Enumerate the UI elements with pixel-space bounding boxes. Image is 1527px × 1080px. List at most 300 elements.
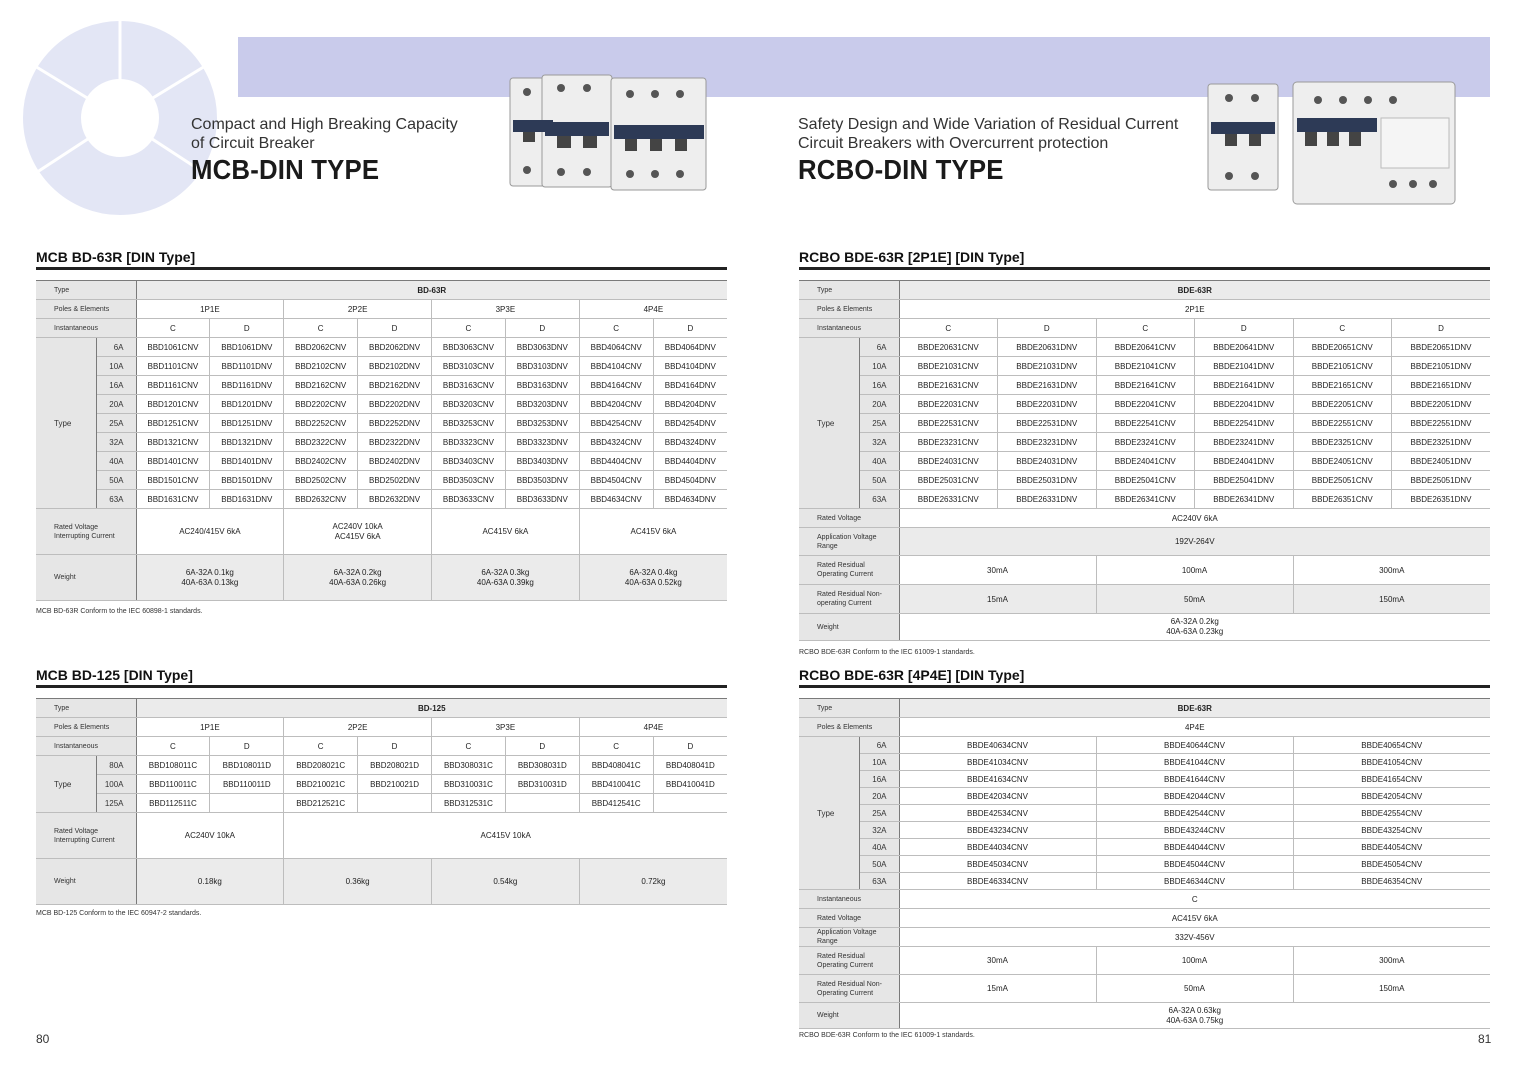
- model-number-cell: BBD210021C: [284, 775, 358, 794]
- model-number-cell: BBD4504CNV: [579, 471, 653, 490]
- model-number-cell: BBD4164DNV: [653, 376, 727, 395]
- model-number-cell: BBDE41044CNV: [1096, 754, 1293, 771]
- model-number-cell: BBD2252CNV: [284, 414, 358, 433]
- table-row: [36, 338, 727, 357]
- row-label: Weight: [799, 1003, 899, 1029]
- model-number-cell: BBDE20631DNV: [998, 338, 1097, 357]
- inst-cell: D: [358, 737, 432, 756]
- table-row: [36, 794, 727, 813]
- table-row: [799, 805, 1490, 822]
- model-number-cell: BBDE41644CNV: [1096, 771, 1293, 788]
- model-number-cell: BBD112511C: [136, 794, 210, 813]
- model-number-cell: BBD1401CNV: [136, 452, 210, 471]
- model-number-cell: BBDE20641CNV: [1096, 338, 1195, 357]
- model-number-cell: BBDE24051CNV: [1293, 452, 1392, 471]
- model-number-cell: BBD1251DNV: [210, 414, 284, 433]
- decorative-ring: [25, 0, 215, 186]
- model-number-cell: BBD1631DNV: [210, 490, 284, 509]
- table-row: [36, 775, 727, 794]
- model-number-cell: BBD2162DNV: [358, 376, 432, 395]
- model-number-cell: BBD2322CNV: [284, 433, 358, 452]
- model-number-cell: BBDE41654CNV: [1293, 771, 1490, 788]
- table-row: [36, 718, 727, 737]
- table-row: [799, 718, 1490, 737]
- inst-cell: C: [136, 737, 210, 756]
- model-number-cell: BBDE24041CNV: [1096, 452, 1195, 471]
- inst-cell: C: [899, 890, 1490, 909]
- table-row: [799, 471, 1490, 490]
- model-number-cell: BBDE40654CNV: [1293, 737, 1490, 754]
- model-number-cell: BBDE42534CNV: [899, 805, 1096, 822]
- row-label: Instantaneous: [36, 737, 136, 756]
- model-number-cell: BBD4204CNV: [579, 395, 653, 414]
- model-number-cell: BBDE41034CNV: [899, 754, 1096, 771]
- table-row: [36, 859, 727, 905]
- model-number-cell: BBD1061DNV: [210, 338, 284, 357]
- amperage-label: 16A: [96, 376, 136, 395]
- amperage-label: 6A: [96, 338, 136, 357]
- model-number-cell: BBDE23231DNV: [998, 433, 1097, 452]
- model-number-cell: BBD1501CNV: [136, 471, 210, 490]
- model-number-cell: BBD408041C: [579, 756, 653, 775]
- amperage-label: 20A: [859, 395, 899, 414]
- poles-cell: 4P4E: [579, 718, 727, 737]
- model-number-cell: BBD3063DNV: [505, 338, 579, 357]
- model-number-cell: BBDE22551CNV: [1293, 414, 1392, 433]
- model-number-cell: BBDE22541CNV: [1096, 414, 1195, 433]
- model-number-cell: BBD3503CNV: [432, 471, 506, 490]
- table-row: [36, 395, 727, 414]
- model-number-cell: BBD410041D: [653, 775, 727, 794]
- table-row: [36, 376, 727, 395]
- model-number-cell: BBD3253DNV: [505, 414, 579, 433]
- weight-cell: 0.54kg: [432, 859, 580, 905]
- rated-cell: AC415V 6kA: [432, 509, 580, 555]
- table-row: [799, 556, 1490, 585]
- model-number-cell: BBD2502CNV: [284, 471, 358, 490]
- amperage-label: 63A: [859, 873, 899, 890]
- model-number-cell: BBD1321CNV: [136, 433, 210, 452]
- bd125-section-title: MCB BD-125 [DIN Type]: [36, 667, 193, 683]
- model-number-cell: BBDE23251CNV: [1293, 433, 1392, 452]
- row-label: Rated Voltage: [799, 909, 899, 928]
- model-number-cell: BBDE26331DNV: [998, 490, 1097, 509]
- model-number-cell: BBD2402CNV: [284, 452, 358, 471]
- model-number-cell: BBD3633CNV: [432, 490, 506, 509]
- model-number-cell: BBD2162CNV: [284, 376, 358, 395]
- inst-cell: D: [653, 737, 727, 756]
- type-value: BDE-63R: [899, 281, 1490, 300]
- model-number-cell: BBDE21631DNV: [998, 376, 1097, 395]
- amperage-label: 20A: [96, 395, 136, 414]
- model-number-cell: BBDE21651CNV: [1293, 376, 1392, 395]
- table-row: [799, 909, 1490, 928]
- model-number-cell: BBD212521C: [284, 794, 358, 813]
- model-number-cell: BBD2632DNV: [358, 490, 432, 509]
- inst-cell: C: [1293, 319, 1392, 338]
- model-number-cell: BBD4324CNV: [579, 433, 653, 452]
- table-row: [799, 414, 1490, 433]
- model-number-cell: BBD4324DNV: [653, 433, 727, 452]
- model-number-cell: BBD4404DNV: [653, 452, 727, 471]
- op-current-cell: 100mA: [1096, 947, 1293, 975]
- model-number-cell: BBDE44044CNV: [1096, 839, 1293, 856]
- table-row: [799, 975, 1490, 1003]
- rcbo-4p4e-standard-note: RCBO BDE-63R Conform to the IEC 61009-1 standards.: [799, 1032, 975, 1039]
- model-number-cell: BBDE21051CNV: [1293, 357, 1392, 376]
- model-number-cell: BBDE24051DNV: [1392, 452, 1491, 471]
- type-value: BDE-63R: [899, 699, 1490, 718]
- model-number-cell: BBDE22541DNV: [1195, 414, 1294, 433]
- model-number-cell: BBD3163DNV: [505, 376, 579, 395]
- model-number-cell: BBDE21651DNV: [1392, 376, 1491, 395]
- amperage-label: 100A: [96, 775, 136, 794]
- table-row: [36, 813, 727, 859]
- inst-cell: C: [1096, 319, 1195, 338]
- table-row: [36, 555, 727, 601]
- model-number-cell: BBD3063CNV: [432, 338, 506, 357]
- rated-cell: AC415V 6kA: [579, 509, 727, 555]
- inst-cell: D: [653, 319, 727, 338]
- model-number-cell: BBD2102DNV: [358, 357, 432, 376]
- inst-cell: D: [505, 737, 579, 756]
- model-number-cell: BBDE22041CNV: [1096, 395, 1195, 414]
- row-label: Poles & Elements: [799, 300, 899, 319]
- model-number-cell: BBD1251CNV: [136, 414, 210, 433]
- model-number-cell: BBD2202CNV: [284, 395, 358, 414]
- table-row: [36, 699, 727, 718]
- model-number-cell: BBD1061CNV: [136, 338, 210, 357]
- table-row: [36, 509, 727, 555]
- inst-cell: D: [210, 319, 284, 338]
- model-number-cell: BBDE21051DNV: [1392, 357, 1491, 376]
- model-number-cell: BBD4254CNV: [579, 414, 653, 433]
- weight-cell: 0.18kg: [136, 859, 284, 905]
- amperage-label: 32A: [96, 433, 136, 452]
- amperage-label: 25A: [859, 805, 899, 822]
- row-label: Weight: [36, 859, 136, 905]
- table-row: [799, 856, 1490, 873]
- nonop-current-cell: 150mA: [1293, 585, 1490, 614]
- model-rows: [799, 338, 1490, 509]
- model-number-cell: BBD1161DNV: [210, 376, 284, 395]
- model-number-cell: BBDE21641DNV: [1195, 376, 1294, 395]
- mcb-subtitle-line2: of Circuit Breaker: [191, 135, 315, 152]
- type-value: BD-63R: [136, 281, 727, 300]
- poles-cell: 1P1E: [136, 300, 284, 319]
- nonop-current-cell: 50mA: [1096, 975, 1293, 1003]
- model-number-cell: BBDE26351DNV: [1392, 490, 1491, 509]
- table-row: [799, 771, 1490, 788]
- mcb-product-photo: [505, 70, 715, 195]
- model-number-cell: BBD4104DNV: [653, 357, 727, 376]
- table-row: [799, 614, 1490, 641]
- model-number-cell: BBDE24031CNV: [899, 452, 998, 471]
- model-number-cell: BBD1161CNV: [136, 376, 210, 395]
- table-row: [799, 281, 1490, 300]
- model-number-cell: BBD412541C: [579, 794, 653, 813]
- model-number-cell: BBDE43254CNV: [1293, 822, 1490, 839]
- table-row: [799, 839, 1490, 856]
- rcbo-4p4e-spec-table: [799, 698, 1490, 1029]
- rated-cell: AC240/415V 6kA: [136, 509, 284, 555]
- row-label: Poles & Elements: [799, 718, 899, 737]
- model-number-cell: BBD4064DNV: [653, 338, 727, 357]
- weight-cell: 0.72kg: [579, 859, 727, 905]
- model-number-cell: BBD3403DNV: [505, 452, 579, 471]
- inst-cell: D: [505, 319, 579, 338]
- bd63r-spec-table: [36, 280, 727, 601]
- poles-cell: 2P1E: [899, 300, 1490, 319]
- model-number-cell: BBDE22041DNV: [1195, 395, 1294, 414]
- op-current-cell: 300mA: [1293, 556, 1490, 585]
- table-row: [799, 890, 1490, 909]
- rcbo-product-photo: [1203, 78, 1463, 208]
- model-number-cell: BBD1101DNV: [210, 357, 284, 376]
- model-number-cell: BBDE45034CNV: [899, 856, 1096, 873]
- model-number-cell: BBDE24031DNV: [998, 452, 1097, 471]
- model-number-cell: BBDE23241CNV: [1096, 433, 1195, 452]
- model-number-cell: BBDE43234CNV: [899, 822, 1096, 839]
- model-number-cell: BBD3103CNV: [432, 357, 506, 376]
- model-number-cell: BBD1201DNV: [210, 395, 284, 414]
- amperage-label: 50A: [859, 471, 899, 490]
- model-number-cell: BBD4204DNV: [653, 395, 727, 414]
- model-number-cell: BBDE25031CNV: [899, 471, 998, 490]
- amperage-label: 32A: [859, 822, 899, 839]
- table-row: [799, 788, 1490, 805]
- amperage-label: 20A: [859, 788, 899, 805]
- model-number-cell: BBD3503DNV: [505, 471, 579, 490]
- amperage-label: 80A: [96, 756, 136, 775]
- model-number-cell: [653, 794, 727, 813]
- mcb-page-title: MCB-DIN TYPE: [191, 154, 380, 185]
- model-number-cell: BBD2062CNV: [284, 338, 358, 357]
- table-row: [36, 452, 727, 471]
- model-number-cell: BBD3323DNV: [505, 433, 579, 452]
- row-label: Type: [799, 699, 899, 718]
- amperage-label: 50A: [859, 856, 899, 873]
- model-number-cell: BBDE25041CNV: [1096, 471, 1195, 490]
- inst-cell: C: [899, 319, 998, 338]
- row-label: Type: [36, 281, 136, 300]
- model-number-cell: BBDE24041DNV: [1195, 452, 1294, 471]
- rated-voltage-cell: AC240V 6kA: [899, 509, 1490, 528]
- model-number-cell: BBD4634DNV: [653, 490, 727, 509]
- rcbo-2p1e-standard-note: RCBO BDE-63R Conform to the IEC 61009-1 standards.: [799, 649, 975, 656]
- model-number-cell: BBD310031C: [432, 775, 506, 794]
- table-row: [799, 376, 1490, 395]
- bd125-spec-table: [36, 698, 727, 905]
- model-number-cell: BBD1101CNV: [136, 357, 210, 376]
- rcbo-4p4e-section-title: RCBO BDE-63R [4P4E] [DIN Type]: [799, 667, 1025, 683]
- row-label: Weight: [36, 555, 136, 601]
- table-row: [799, 1003, 1490, 1029]
- table-row: [799, 319, 1490, 338]
- rated-voltage-cell: AC415V 6kA: [899, 909, 1490, 928]
- bd125-standard-note: MCB BD-125 Conform to the IEC 60947-2 standards.: [36, 910, 202, 917]
- bd63r-standard-note: MCB BD-63R Conform to the IEC 60898-1 standards.: [36, 608, 203, 615]
- model-number-cell: BBD308031C: [432, 756, 506, 775]
- model-number-cell: BBD1201CNV: [136, 395, 210, 414]
- model-number-cell: BBD3203DNV: [505, 395, 579, 414]
- row-label: Poles & Elements: [36, 718, 136, 737]
- amperage-label: 63A: [96, 490, 136, 509]
- model-number-cell: BBD4404CNV: [579, 452, 653, 471]
- table-row: [36, 490, 727, 509]
- poles-cell: 4P4E: [579, 300, 727, 319]
- bd125-title-rule: [36, 685, 727, 688]
- model-number-cell: BBD3253CNV: [432, 414, 506, 433]
- amperage-label: 50A: [96, 471, 136, 490]
- model-number-cell: [358, 794, 432, 813]
- model-number-cell: BBDE46354CNV: [1293, 873, 1490, 890]
- amperage-label: 63A: [859, 490, 899, 509]
- table-row: [799, 737, 1490, 754]
- model-number-cell: BBDE20641DNV: [1195, 338, 1294, 357]
- model-number-cell: BBDE25041DNV: [1195, 471, 1294, 490]
- model-rows: [799, 737, 1490, 890]
- table-row: [799, 754, 1490, 771]
- inst-cell: C: [284, 319, 358, 338]
- table-row: [799, 528, 1490, 556]
- model-number-cell: BBDE25031DNV: [998, 471, 1097, 490]
- model-number-cell: BBD4164CNV: [579, 376, 653, 395]
- model-number-cell: BBD2202DNV: [358, 395, 432, 414]
- model-rows: [36, 338, 727, 509]
- model-number-cell: BBD2502DNV: [358, 471, 432, 490]
- table-row: [799, 699, 1490, 718]
- model-number-cell: BBDE22551DNV: [1392, 414, 1491, 433]
- table-row: [799, 947, 1490, 975]
- model-number-cell: BBD3163CNV: [432, 376, 506, 395]
- model-number-cell: BBDE21031DNV: [998, 357, 1097, 376]
- model-number-cell: BBDE41634CNV: [899, 771, 1096, 788]
- amperage-label: 40A: [859, 452, 899, 471]
- model-number-cell: BBD410041C: [579, 775, 653, 794]
- model-number-cell: BBD3203CNV: [432, 395, 506, 414]
- table-row: [799, 490, 1490, 509]
- model-number-cell: BBD4504DNV: [653, 471, 727, 490]
- table-row: [36, 471, 727, 490]
- model-number-cell: BBDE20651DNV: [1392, 338, 1491, 357]
- model-number-cell: BBD2252DNV: [358, 414, 432, 433]
- table-row: [799, 822, 1490, 839]
- weight-cell: 6A-32A 0.1kg 40A-63A 0.13kg: [136, 555, 284, 601]
- table-row: [36, 357, 727, 376]
- model-number-cell: BBDE21031CNV: [899, 357, 998, 376]
- table-row: [36, 756, 727, 775]
- model-number-cell: BBD408041D: [653, 756, 727, 775]
- model-number-cell: BBD108011C: [136, 756, 210, 775]
- amperage-label: 125A: [96, 794, 136, 813]
- weight-cell: 6A-32A 0.3kg 40A-63A 0.39kg: [432, 555, 580, 601]
- op-current-cell: 30mA: [899, 556, 1096, 585]
- model-number-cell: BBDE42544CNV: [1096, 805, 1293, 822]
- rcbo-2p1e-spec-table: [799, 280, 1490, 641]
- model-number-cell: BBDE46344CNV: [1096, 873, 1293, 890]
- model-number-cell: BBD110011C: [136, 775, 210, 794]
- amperage-label: 6A: [859, 338, 899, 357]
- model-number-cell: BBD1501DNV: [210, 471, 284, 490]
- model-number-cell: BBDE44034CNV: [899, 839, 1096, 856]
- model-number-cell: BBDE26331CNV: [899, 490, 998, 509]
- row-label: Instantaneous: [799, 319, 899, 338]
- amperage-label: 40A: [859, 839, 899, 856]
- row-label: Rated Residual Non-Operating Current: [799, 975, 899, 1003]
- model-number-cell: BBD2632CNV: [284, 490, 358, 509]
- model-number-cell: BBDE22051DNV: [1392, 395, 1491, 414]
- poles-cell: 4P4E: [899, 718, 1490, 737]
- model-number-cell: BBDE41054CNV: [1293, 754, 1490, 771]
- table-row: [799, 585, 1490, 614]
- row-label: Instantaneous: [799, 890, 899, 909]
- table-row: [799, 338, 1490, 357]
- rated-cell: AC240V 10kA AC415V 6kA: [284, 509, 432, 555]
- row-label: Type: [36, 699, 136, 718]
- table-row: [799, 928, 1490, 947]
- table-row: [799, 357, 1490, 376]
- poles-cell: 2P2E: [284, 300, 432, 319]
- row-label: Instantaneous: [36, 319, 136, 338]
- table-row: [36, 319, 727, 338]
- model-number-cell: BBD1401DNV: [210, 452, 284, 471]
- model-number-cell: BBD108011D: [210, 756, 284, 775]
- model-number-cell: BBDE25051CNV: [1293, 471, 1392, 490]
- row-label: Rated Residual Non-operating Current: [799, 585, 899, 614]
- nonop-current-cell: 15mA: [899, 975, 1096, 1003]
- row-label: Weight: [799, 614, 899, 641]
- model-number-cell: BBD4104CNV: [579, 357, 653, 376]
- model-number-cell: BBDE42044CNV: [1096, 788, 1293, 805]
- row-label: Rated Residual Operating Current: [799, 556, 899, 585]
- table-row: [799, 395, 1490, 414]
- model-number-cell: BBDE40634CNV: [899, 737, 1096, 754]
- row-label: Rated Voltage: [799, 509, 899, 528]
- model-number-cell: BBDE21041DNV: [1195, 357, 1294, 376]
- table-row: [799, 873, 1490, 890]
- row-group-label: Type: [36, 756, 96, 813]
- amperage-label: 16A: [859, 771, 899, 788]
- row-label: Application Voltage Range: [799, 528, 899, 556]
- weight-cell: 6A-32A 0.63kg 40A-63A 0.75kg: [899, 1003, 1490, 1029]
- model-number-cell: BBD2062DNV: [358, 338, 432, 357]
- model-number-cell: BBDE21631CNV: [899, 376, 998, 395]
- table-row: [36, 737, 727, 756]
- table-row: [36, 281, 727, 300]
- model-number-cell: BBDE46334CNV: [899, 873, 1096, 890]
- model-number-cell: BBDE26341DNV: [1195, 490, 1294, 509]
- op-current-cell: 30mA: [899, 947, 1096, 975]
- inst-cell: D: [998, 319, 1097, 338]
- model-number-cell: BBDE20651CNV: [1293, 338, 1392, 357]
- op-current-cell: 300mA: [1293, 947, 1490, 975]
- amperage-label: 40A: [96, 452, 136, 471]
- amperage-label: 25A: [859, 414, 899, 433]
- rcbo-2p1e-title-rule: [799, 267, 1490, 270]
- model-number-cell: BBD1631CNV: [136, 490, 210, 509]
- model-number-cell: BBDE21641CNV: [1096, 376, 1195, 395]
- amperage-label: 32A: [859, 433, 899, 452]
- inst-cell: D: [210, 737, 284, 756]
- model-number-cell: BBDE22531CNV: [899, 414, 998, 433]
- rcbo-subtitle-line2: Circuit Breakers with Overcurrent protection: [798, 135, 1109, 152]
- model-number-cell: BBDE22051CNV: [1293, 395, 1392, 414]
- model-number-cell: BBD110011D: [210, 775, 284, 794]
- table-row: [799, 300, 1490, 319]
- model-number-cell: BBDE20631CNV: [899, 338, 998, 357]
- op-current-cell: 100mA: [1096, 556, 1293, 585]
